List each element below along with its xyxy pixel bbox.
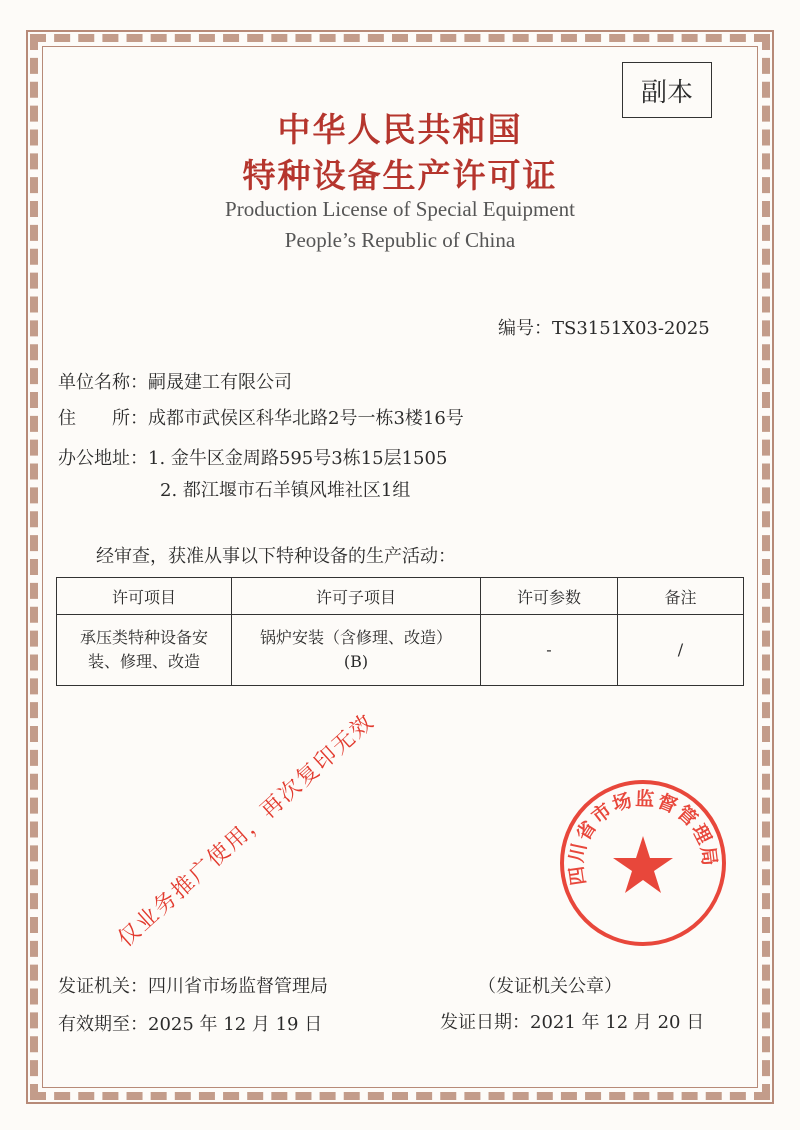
- watermark: 仅业务推广使用，再次复印无效: [113, 708, 380, 953]
- cell: 锅炉安装（含修理、改造）(B): [232, 615, 481, 686]
- col-header: 许可项目: [57, 578, 232, 615]
- official-seal: [560, 780, 726, 946]
- col-header: 许可子项目: [232, 578, 481, 615]
- copy-label: 副本: [622, 62, 712, 118]
- office-row: [58, 444, 447, 470]
- seal-graphic: [564, 784, 722, 942]
- title-cn-1: 中华人民共和国: [277, 110, 523, 149]
- star-icon: [613, 836, 673, 893]
- seal-note: （发证机关公章）: [478, 976, 622, 997]
- table-header-row: [57, 578, 744, 615]
- cell: -: [481, 615, 618, 686]
- col-header: 备注: [618, 578, 744, 615]
- residence-row: [58, 404, 464, 430]
- issuer-row: [58, 972, 328, 998]
- title-en-1: Production License of Special Equipment: [225, 197, 575, 221]
- license-number: 编号：TS3151X03-2025: [498, 318, 710, 339]
- unit-name: 嗣晟建工有限公司: [148, 372, 292, 393]
- residence-label: 住 所：: [58, 408, 148, 429]
- table-row: [57, 615, 744, 686]
- unit-name-row: [58, 368, 292, 394]
- office-address-1: 1. 金牛区金周路595号3栋15层1505: [148, 448, 448, 469]
- seal-text: 四川省市场监督管理局: [565, 787, 721, 887]
- office-address-2: 2. 都江堰市石羊镇风堆社区1组: [160, 480, 411, 501]
- license-table: [56, 577, 744, 686]
- issuer: 四川省市场监督管理局: [148, 976, 328, 997]
- cell: /: [618, 615, 744, 686]
- issue-date: 发证日期：2021 年 12 月 20 日: [440, 1012, 705, 1033]
- title-cn-2: 特种设备生产许可证: [242, 156, 558, 195]
- valid-until: 有效期至：2025 年 12 月 19 日: [58, 1014, 323, 1035]
- cell: 承压类特种设备安装、修理、改造: [57, 615, 232, 686]
- issuer-label: 发证机关：: [58, 976, 148, 997]
- intro-text: 经审查，获准从事以下特种设备的生产活动：: [96, 546, 456, 567]
- residence: 成都市武侯区科华北路2号一栋3楼16号: [148, 408, 464, 429]
- col-header: 许可参数: [481, 578, 618, 615]
- office-label: 办公地址：: [58, 448, 148, 469]
- title-en-2: People’s Republic of China: [284, 228, 516, 252]
- unit-name-label: 单位名称：: [58, 372, 148, 393]
